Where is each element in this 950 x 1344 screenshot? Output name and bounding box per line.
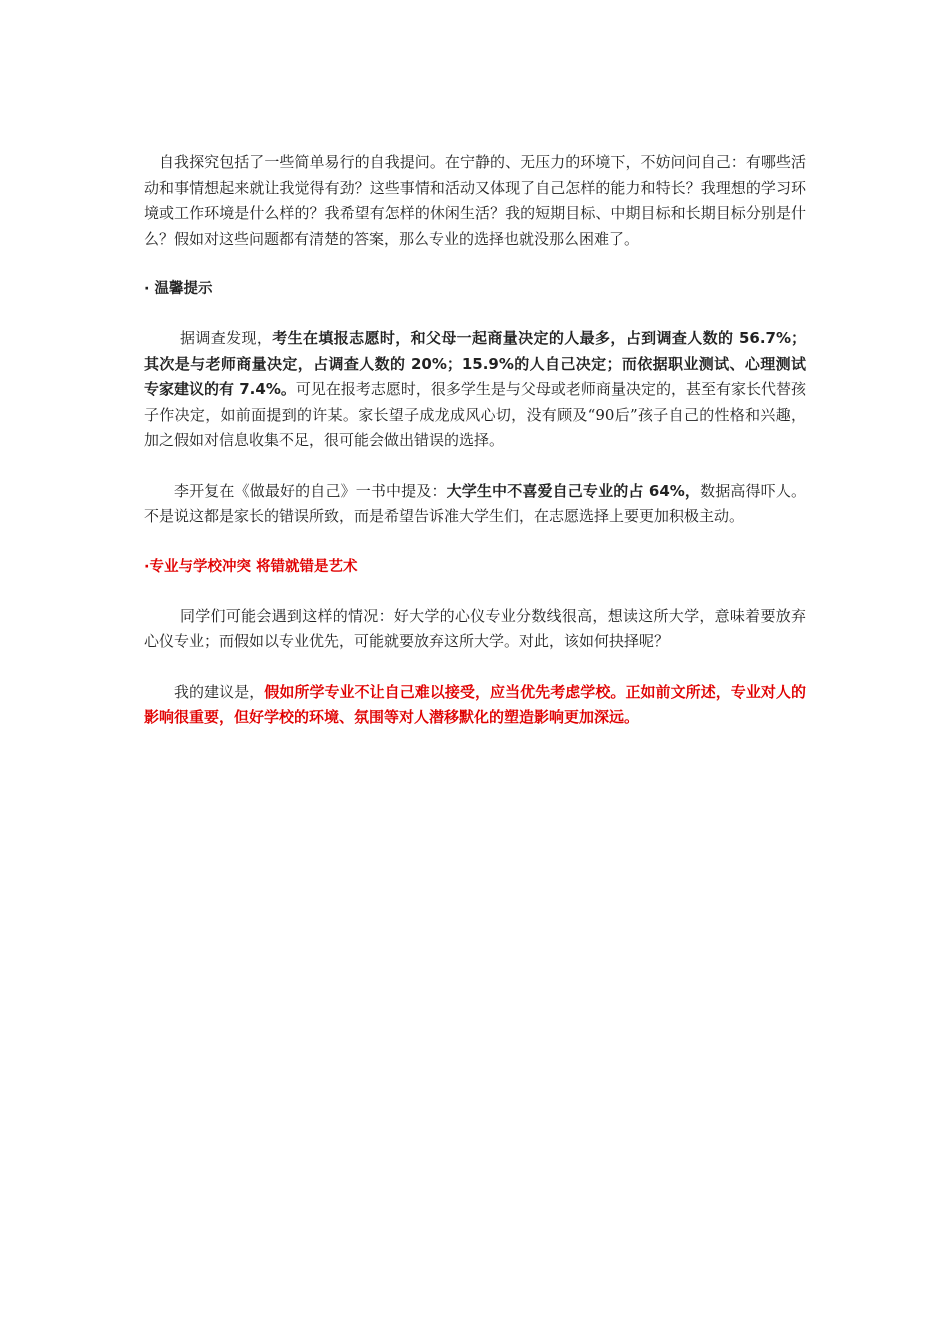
paragraph-self-exploration	[144, 150, 806, 252]
section-heading-tips: · 温馨提示	[144, 281, 213, 297]
spacer	[144, 302, 806, 326]
paragraph-survey	[144, 326, 806, 454]
spacer	[144, 580, 806, 604]
paragraph-text: 可见在报考志愿时，很多学生是与父母或老师商量决定的，甚至有家长代替孩子作决定，如前面提到的许某。家长望子成龙成风心切，没有顾及“90后”孩子自己的性格和兴趣，加之假如对信息收集不足，很可能会做出错误的选择。	[144, 380, 806, 449]
bold-statistic: 大学生中不喜爱自己专业的占 64%，	[446, 481, 701, 500]
paragraph-advice	[144, 680, 806, 731]
paragraph-li-kaifu	[144, 479, 806, 530]
paragraph-dilemma	[144, 604, 806, 655]
paragraph-text: 李开复在《做最好的自己》一书中提及：	[174, 481, 447, 500]
spacer	[144, 454, 806, 479]
bold-red-advice: 假如所学专业不让自己难以接受，应当优先考虑学校。正如前文所述，专业对人的影响很重要，但好学校的环境、氛围等对人潜移默化的塑造影响更加深远。	[144, 682, 806, 726]
spacer	[144, 252, 806, 277]
paragraph-text: 自我探究包括了一些简单易行的自我提问。在宁静的、无压力的环境下，不妨问问自己：有哪些活动和事情想起来就让我觉得有劲？这些事情和活动又体现了自己怎样的能力和特长？我理想的学习环境或工作环境是什么样的？我希望有怎样的休闲生活？我的短期目标、中期目标和长期目标分别是什么？假如对这些问题都有清楚的答案，那么专业的选择也就没那么困难了。	[144, 153, 806, 248]
paragraph-text: 我的建议是，	[174, 682, 265, 701]
bold-survey-statistics: 考生在填报志愿时，和父母一起商量决定的人最多，占到调查人数的 56.7%；其次是与老师商量决定，占调查人数的 20%；15.9%的人自己决定；而依据职业测试、心理测试专家建议的有 7.4%。	[144, 329, 806, 398]
paragraph-text: 数据高得吓人。不是说这都是家长的错误所致，而是希望告诉准大学生们，在志愿选择上要更加积极主动。	[144, 481, 806, 525]
paragraph-text: 同学们可能会遇到这样的情况：好大学的心仪专业分数线很高，想读这所大学，意味着要放弃心仪专业；而假如以专业优先，可能就要放弃这所大学。对此，该如何抉择呢？	[144, 606, 806, 650]
spacer	[144, 655, 806, 680]
spacer	[144, 530, 806, 555]
paragraph-text: 据调查发现，	[180, 329, 273, 347]
section-heading-conflict: ·专业与学校冲突 将错就错是艺术	[144, 558, 358, 575]
